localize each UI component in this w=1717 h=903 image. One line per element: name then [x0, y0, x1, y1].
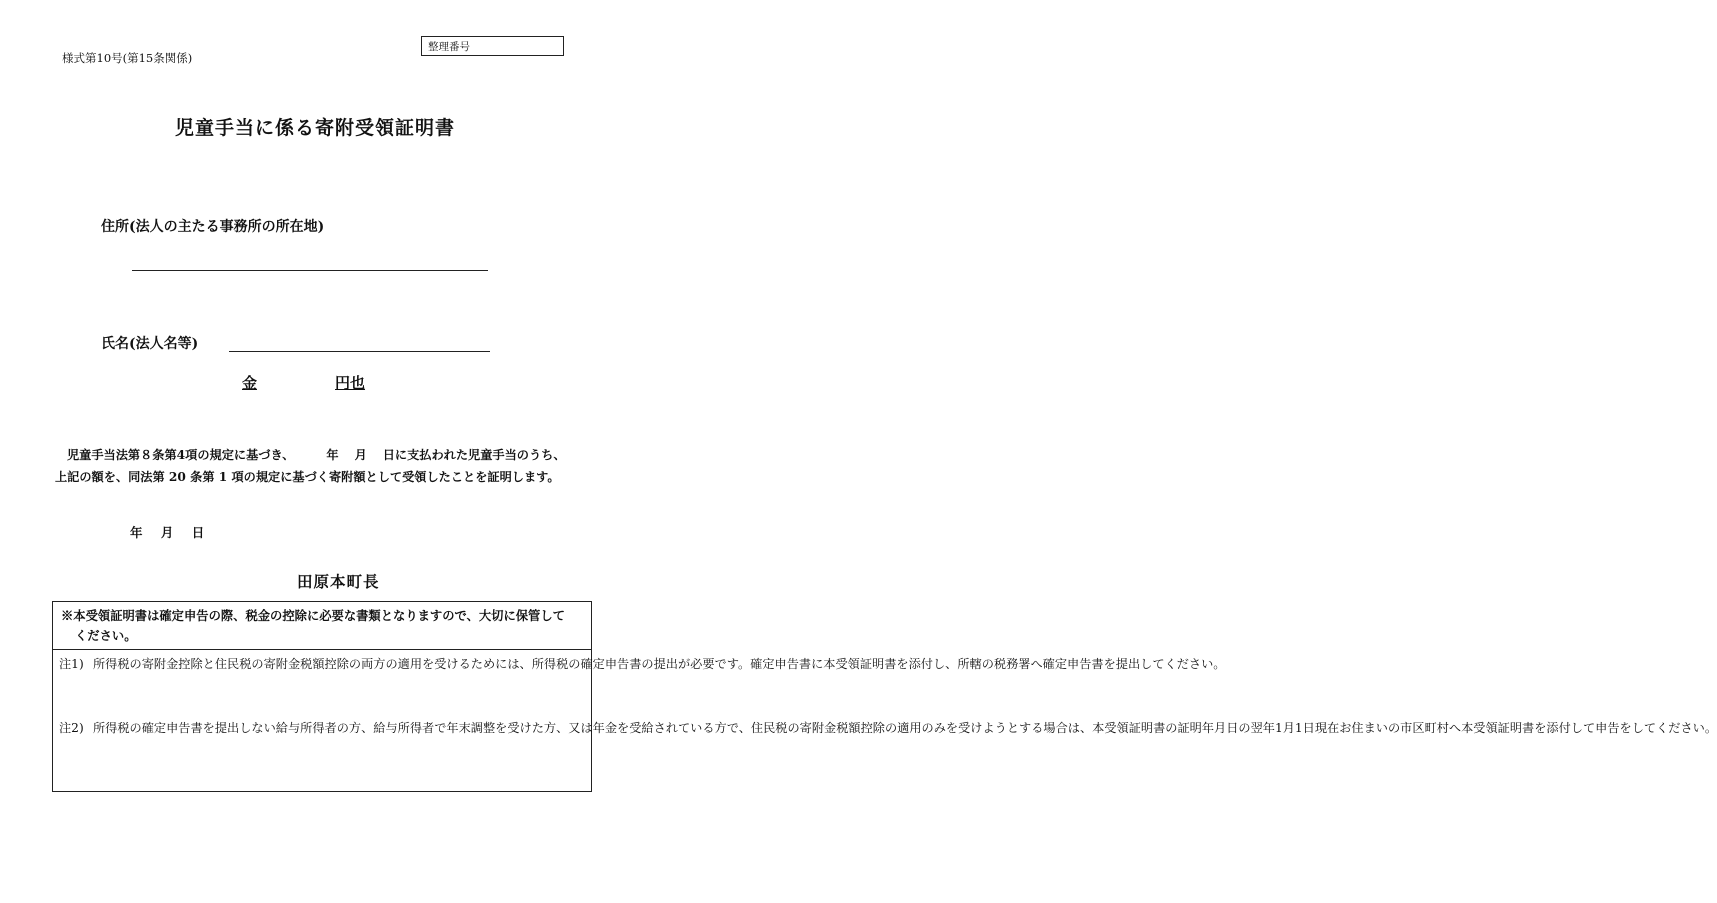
- note-tag: 注2): [59, 721, 84, 735]
- amount-suffix: 円也: [335, 374, 366, 392]
- certification-statement: [55, 444, 577, 488]
- note-tag: 注1): [59, 657, 84, 671]
- statement-part2: 日に支払われた児童手当のうち、上記の額を、同法第 20 条第 1 項の規定に基づく寄附額として受領したことを証明します。: [55, 448, 566, 484]
- statement-year: 年: [326, 448, 339, 462]
- certification-date: 年 月 日: [130, 525, 205, 540]
- note-text: 所得税の寄附金控除と住民税の寄附金税額控除の両方の適用を受けるためには、所得税の確定申告書の提出が必要です。確定申告書に本受領証明書を添付し、所轄の税務署へ確定申告書を提出してください。: [93, 657, 1226, 671]
- name-input-line[interactable]: [229, 351, 490, 352]
- statement-month: 月: [354, 448, 367, 462]
- address-label: 住所(法人の主たる事務所の所在地): [101, 219, 325, 235]
- notice-heading-line2: ください。: [75, 628, 137, 643]
- note-item-2: [59, 718, 1717, 739]
- form-number: 様式第10号(第15条関係): [62, 51, 193, 65]
- notice-heading-line1: ※本受領証明書は確定申告の際、税金の控除に必要な書類となりますので、大切に保管して: [61, 608, 565, 623]
- reference-number-label: 整理番号: [428, 41, 470, 53]
- address-input-line[interactable]: [132, 270, 488, 271]
- issuer-name: 田原本町長: [297, 572, 380, 591]
- notice-box: [52, 601, 1717, 792]
- document-title: 児童手当に係る寄附受領証明書: [174, 117, 455, 139]
- reference-number-field[interactable]: [421, 36, 564, 56]
- name-label: 氏名(法人名等): [101, 336, 199, 352]
- notice-heading: [53, 602, 591, 650]
- statement-part1: 児童手当法第８条第4項の規定に基づき、: [67, 448, 295, 462]
- note-text: 所得税の確定申告書を提出しない給与所得者の方、給与所得者で年末調整を受けた方、又は年金を受給されている方で、住民税の寄附金税額控除の適用のみを受けようとする場合は、本受領証明書の証明年月日の翌年1月1日現在お住まいの市区町村へ本受領証明書を添付して申告をしてください。: [93, 721, 1717, 735]
- amount-line[interactable]: [242, 372, 365, 393]
- note-item-1: [59, 654, 1226, 675]
- amount-prefix: 金: [242, 374, 258, 392]
